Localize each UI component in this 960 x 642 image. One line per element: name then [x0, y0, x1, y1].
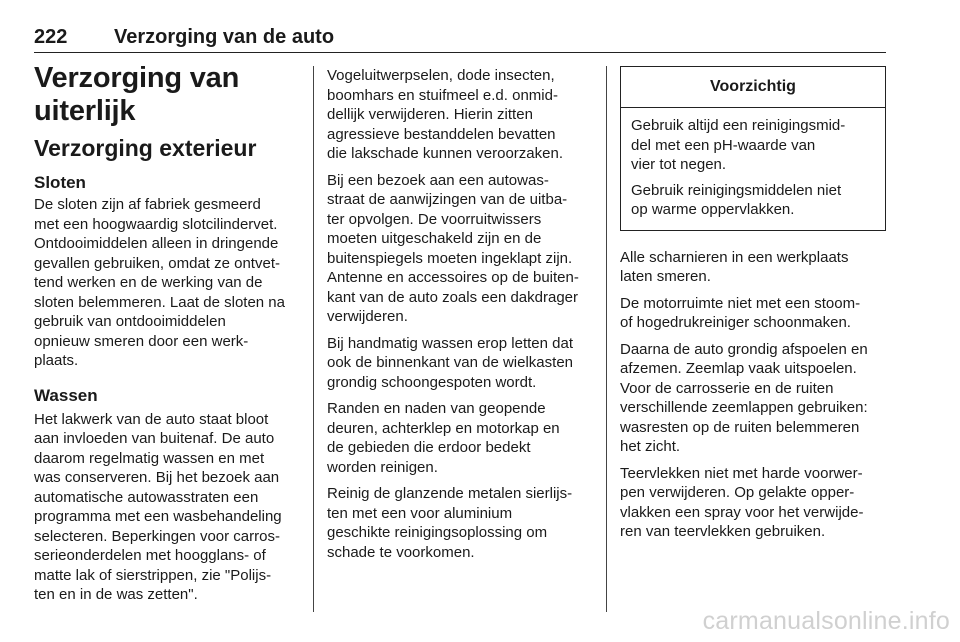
chapter-title: Verzorging van uiterlijk	[34, 62, 240, 127]
paragraph: Teervlekken niet met harde voorwer- pen verwijderen. Op gelakte opper- vlakken een spray voor het verwijde- ren van teervlekken gebruiken.	[620, 464, 864, 540]
heading-wassen: Wassen	[34, 385, 98, 405]
paragraph-wassen: Het lakwerk van de auto staat bloot aan invloeden van buitenaf. De auto daarom regelmatig wassen en met was conserveren. Bij het bezoek aan automatische autowasstraten een programma met een wasbehandeling selecteren. Beperkingen voor carros- serieonderdelen met hoogglans- of matte lak of sierstrippen, zie "Polijs- ten en in de was zetten".	[34, 410, 282, 603]
caution-paragraph: Gebruik altijd een reinigingsmid- del met een pH-waarde van vier tot negen.	[631, 117, 846, 173]
paragraph: Reinig de glanzende metalen sierlijs- ten met een voor aluminium geschikte reinigingsoplossing om schade te voorkomen.	[327, 485, 573, 561]
running-title: Verzorging van de auto	[114, 26, 335, 48]
caution-title: Voorzichtig	[621, 67, 885, 108]
paragraph: De motorruimte niet met een stoom- of hogedrukreiniger schoonmaken.	[620, 294, 861, 331]
paragraph: Bij handmatig wassen erop letten dat ook de binnenkant van de wielkasten grondig schoongespoten wordt.	[327, 334, 574, 391]
column-right	[620, 66, 886, 549]
column-divider-2	[606, 66, 607, 612]
watermark-text: carmanualsonline.info	[702, 607, 950, 635]
caution-body	[621, 108, 885, 230]
column-divider-1	[313, 66, 314, 612]
page-number: 222	[34, 26, 68, 48]
paragraph: Daarna de auto grondig afspoelen en afzemen. Zeemlap vaak uitspoelen. Voor de carrosserie en de ruiten verschillende zeemlappen gebruiken: wasresten op de ruiten belemmeren het zicht.	[620, 340, 868, 455]
paragraph-sloten: De sloten zijn af fabriek gesmeerd met een hoogwaardig slotcilindervet. Ontdooimiddelen alleen in dringende gevallen gebruiken, omdat ze ontvet- tend werken en de werking van de sloten belemmeren. Laat de sloten na gebruik van ontdooimiddelen opnieuw smeren door een werk- plaats.	[34, 196, 285, 369]
paragraph: Bij een bezoek aan een autowas- straat de aanwijzingen van de uitba- ter opvolgen. De voorruitwissers moeten uitgeschakeld zijn en de buitenspiegels moeten ingeklapt zijn. Antenne en accessoires op de buiten- kant van de auto zoals een dakdrager verwijderen.	[327, 171, 579, 325]
paragraph: Alle scharnieren in een werkplaats laten smeren.	[620, 248, 849, 285]
page-header	[34, 26, 886, 53]
paragraph: Vogeluitwerpselen, dode insecten, boomhars en stuifmeel e.d. onmid- dellijk verwijderen. Hierin zitten agressieve bestanddelen bevatten die lakschade kunnen veroorzaken.	[327, 67, 563, 162]
paragraph: Randen en naden van geopende deuren, achterklep en motorkap en de gebieden die erdoor bedekt worden reinigen.	[327, 400, 560, 476]
heading-sloten: Sloten	[34, 173, 86, 192]
section-title: Verzorging exterieur	[34, 135, 257, 161]
column-middle	[327, 66, 593, 569]
caution-box	[620, 66, 886, 231]
column-left	[34, 62, 300, 612]
caution-paragraph: Gebruik reinigingsmiddelen niet op warme oppervlakken.	[631, 181, 842, 218]
